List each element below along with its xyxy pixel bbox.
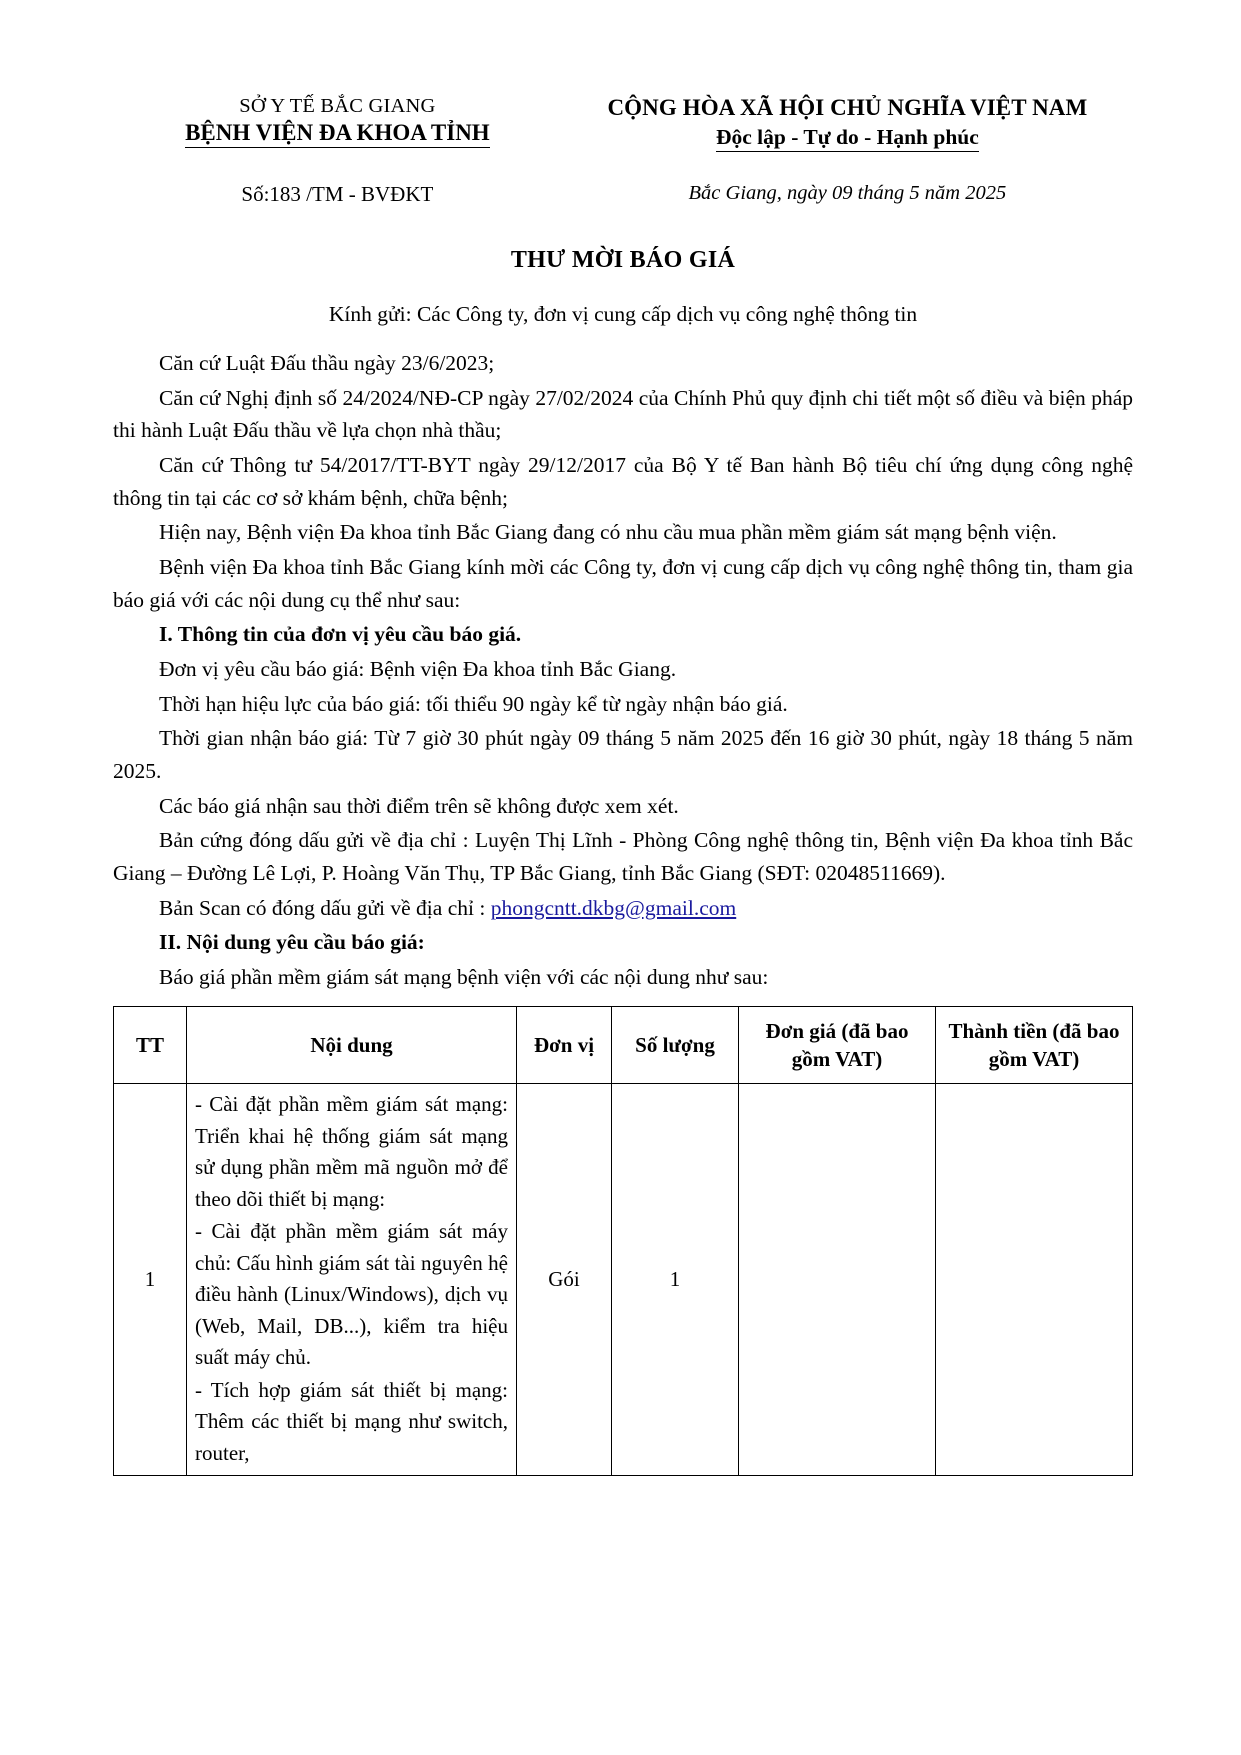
section-1-submission-window: Thời gian nhận báo giá: Từ 7 giờ 30 phút ngày 09 tháng 5 năm 2025 đến 16 giờ 30 phút, ngày 18 tháng 5 năm 2025. — [113, 726, 1133, 784]
issuing-org — [113, 95, 562, 152]
scan-address-prefix: Bản Scan có đóng dấu gửi về địa chỉ : — [159, 895, 491, 920]
quotation-table — [113, 1006, 1133, 1477]
document-body — [113, 95, 1133, 1476]
section-2-intro: Báo giá phần mềm giám sát mạng bệnh viện với các nội dung như sau: — [159, 965, 769, 990]
org-line-1: SỞ Y TẾ BẮC GIANG — [239, 95, 436, 117]
letter-header — [113, 95, 1133, 152]
content-line: - Tích hợp giám sát thiết bị mạng: Thêm các thiết bị mạng như switch, router, — [195, 1377, 508, 1465]
section-2-heading: II. Nội dung yêu cầu báo giá: — [159, 930, 425, 955]
section-1-hardcopy-address: Bản cứng đóng dấu gửi về địa chỉ : Luyện Thị Lĩnh - Phòng Công nghệ thông tin, Bệnh viện Đa khoa tỉnh Bắc Giang – Đường Lê Lợi, P. Hoàng Văn Thụ, TP Bắc Giang, tỉnh Bắc Giang (SĐT: 02048511669). — [113, 828, 1133, 886]
place-and-date: Bắc Giang, ngày 09 tháng 5 năm 2025 — [688, 182, 1007, 204]
col-header-total: Thành tiền (đã bao gồm VAT) — [936, 1006, 1133, 1084]
col-header-unit-price: Đơn giá (đã bao gồm VAT) — [739, 1006, 936, 1084]
section-1-heading: I. Thông tin của đơn vị yêu cầu báo giá. — [159, 622, 522, 647]
header-secondary-row — [113, 182, 1133, 207]
content-line: - Cài đặt phần mềm giám sát máy chủ: Cấu hình giám sát tài nguyên hệ điều hành (Linux/Windows), dịch vụ (Web, Mail, DB...), kiểm tra hiệu suất máy chủ. — [195, 1219, 508, 1370]
section-1-validity: Thời hạn hiệu lực của báo giá: tối thiểu 90 ngày kể từ ngày nhận báo giá. — [159, 691, 788, 716]
document-title: THƯ MỜI BÁO GIÁ — [510, 247, 736, 273]
cell-unit-price — [739, 1084, 936, 1476]
document-number: Số:183 /TM - BVĐKT — [241, 182, 434, 206]
paragraph-legal-basis-2: Căn cứ Nghị định số 24/2024/NĐ-CP ngày 27/02/2024 của Chính Phủ quy định chi tiết một số điều và biện pháp thi hành Luật Đấu thầu về lựa chọn nhà thầu; — [113, 385, 1133, 443]
nation-line-1: CỘNG HÒA XÃ HỘI CHỦ NGHĨA VIỆT NAM — [607, 95, 1088, 120]
cell-unit: Gói — [517, 1084, 612, 1476]
paragraph-legal-basis-1: Căn cứ Luật Đấu thầu ngày 23/6/2023; — [159, 351, 495, 375]
cell-quantity: 1 — [612, 1084, 739, 1476]
cell-content — [187, 1084, 517, 1476]
email-link[interactable]: phongcntt.dkbg@gmail.com — [490, 895, 737, 920]
col-header-unit: Đơn vị — [517, 1006, 612, 1084]
cell-tt: 1 — [114, 1084, 187, 1476]
paragraph-need-statement: Hiện nay, Bệnh viện Đa khoa tỉnh Bắc Giang đang có nhu cầu mua phần mềm giám sát mạng bệnh viện. — [159, 520, 1057, 545]
section-1-scan-address — [113, 892, 1133, 925]
paragraph-invitation: Bệnh viện Đa khoa tỉnh Bắc Giang kính mời các Công ty, đơn vị cung cấp dịch vụ công nghệ thông tin, tham gia báo giá với các nội dung cụ thể như sau: — [113, 555, 1133, 612]
table-row — [114, 1084, 1133, 1476]
nation-line-2: Độc lập - Tự do - Hạnh phúc — [716, 125, 979, 152]
cell-total — [936, 1084, 1133, 1476]
section-1-late-notice: Các báo giá nhận sau thời điểm trên sẽ không được xem xét. — [159, 793, 679, 818]
org-line-2: BỆNH VIỆN ĐA KHOA TỈNH — [185, 120, 490, 148]
letter-content — [113, 347, 1133, 994]
section-1-requesting-unit: Đơn vị yêu cầu báo giá: Bệnh viện Đa khoa tỉnh Bắc Giang. — [159, 657, 677, 682]
paragraph-legal-basis-3: Căn cứ Thông tư 54/2017/TT-BYT ngày 29/12/2017 của Bộ Y tế Ban hành Bộ tiêu chí ứng dụng công nghệ thông tin tại các cơ sở khám bệnh, chữa bệnh; — [113, 453, 1133, 510]
national-heading — [562, 95, 1133, 152]
content-line: - Cài đặt phần mềm giám sát mạng: Triển khai hệ thống giám sát mạng sử dụng phần mềm mã nguồn mở để theo dõi thiết bị mạng: — [195, 1092, 508, 1211]
col-header-tt: TT — [114, 1006, 187, 1084]
col-header-quantity: Số lượng — [612, 1006, 739, 1084]
recipient-line: Kính gửi: Các Công ty, đơn vị cung cấp dịch vụ công nghệ thông tin — [328, 302, 918, 326]
table-header-row — [114, 1006, 1133, 1084]
col-header-content: Nội dung — [187, 1006, 517, 1084]
